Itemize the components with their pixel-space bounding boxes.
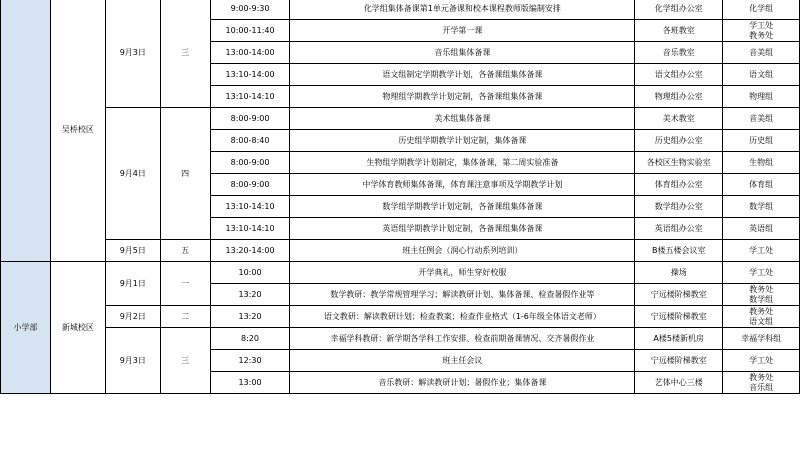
time-cell: 8:00-9:00 bbox=[210, 108, 290, 130]
dept-cell: 生物组 bbox=[723, 152, 800, 174]
content-cell: 班主任会议 bbox=[290, 350, 635, 372]
weekday-cell: 四 bbox=[160, 108, 210, 240]
date-cell: 9月3日 bbox=[105, 0, 160, 108]
dept-cell: 学工处 bbox=[723, 240, 800, 262]
place-cell: 宁远楼阶梯教室 bbox=[635, 350, 723, 372]
dept-cell: 学工处 bbox=[723, 262, 800, 284]
dept-cell: 学工处 教务处 bbox=[723, 20, 800, 42]
place-cell: 美术教室 bbox=[635, 108, 723, 130]
time-cell: 10:00-11:40 bbox=[210, 20, 290, 42]
place-cell: 历史组办公室 bbox=[635, 130, 723, 152]
dept-cell: 物理组 bbox=[723, 86, 800, 108]
content-cell: 美术组集体备课 bbox=[290, 108, 635, 130]
table-row bbox=[1, 262, 800, 284]
time-cell: 13:20 bbox=[210, 284, 290, 306]
content-cell: 化学组集体备课第1单元备课和校本课程教师版编制安排 bbox=[290, 0, 635, 20]
place-cell: B楼五楼会议室 bbox=[635, 240, 723, 262]
date-cell: 9月1日 bbox=[105, 262, 160, 306]
dept-cell: 幸福学科组 bbox=[723, 328, 800, 350]
dept-cell: 教务处 音乐组 bbox=[723, 372, 800, 394]
date-cell: 9月2日 bbox=[105, 306, 160, 328]
place-cell: 物理组办公室 bbox=[635, 86, 723, 108]
content-cell: 语文教研：解读教研计划；检查教案；检查作业格式（1-6年级全体语文老师） bbox=[290, 306, 635, 328]
table-row bbox=[1, 240, 800, 262]
dept-cell: 教务处 数学组 bbox=[723, 284, 800, 306]
weekday-cell: 三 bbox=[160, 0, 210, 108]
time-cell: 13:10-14:10 bbox=[210, 218, 290, 240]
place-cell: 宁远楼阶梯教室 bbox=[635, 306, 723, 328]
place-cell: 化学组办公室 bbox=[635, 0, 723, 20]
weekday-cell: 二 bbox=[160, 306, 210, 328]
time-cell: 13:00-14:00 bbox=[210, 42, 290, 64]
campus-cell: 新城校区 bbox=[50, 262, 105, 394]
time-cell: 12:30 bbox=[210, 350, 290, 372]
time-cell: 8:20 bbox=[210, 328, 290, 350]
division-cell bbox=[1, 0, 51, 262]
content-cell: 数学教研：教学常规管理学习；解读教研计划、集体备课、检查暑假作业等 bbox=[290, 284, 635, 306]
date-cell: 9月4日 bbox=[105, 108, 160, 240]
content-cell: 音乐教研：解读教研计划；暑假作业；集体备课 bbox=[290, 372, 635, 394]
division-cell: 小学部 bbox=[1, 262, 51, 394]
date-cell: 9月5日 bbox=[105, 240, 160, 262]
dept-cell: 音美组 bbox=[723, 42, 800, 64]
place-cell: 各班教室 bbox=[635, 20, 723, 42]
place-cell: 音乐教室 bbox=[635, 42, 723, 64]
place-cell: 各校区生物实验室 bbox=[635, 152, 723, 174]
time-cell: 8:00-9:00 bbox=[210, 152, 290, 174]
time-cell: 8:00-8:40 bbox=[210, 130, 290, 152]
time-cell: 9:00-9:30 bbox=[210, 0, 290, 20]
dept-cell: 英语组 bbox=[723, 218, 800, 240]
content-cell: 数学组学期教学计划定制，各备课组集体备课 bbox=[290, 196, 635, 218]
weekday-cell: 五 bbox=[160, 240, 210, 262]
time-cell: 13:20-14:00 bbox=[210, 240, 290, 262]
time-cell: 13:10-14:10 bbox=[210, 196, 290, 218]
content-cell: 历史组学期教学计划定制，集体备课 bbox=[290, 130, 635, 152]
dept-cell: 学工处 bbox=[723, 350, 800, 372]
schedule-body bbox=[1, 0, 800, 394]
place-cell: 艺体中心三楼 bbox=[635, 372, 723, 394]
weekday-cell: 一 bbox=[160, 262, 210, 306]
campus-cell: 吴桥校区 bbox=[50, 0, 105, 262]
place-cell: 语文组办公室 bbox=[635, 64, 723, 86]
dept-cell: 教务处 语文组 bbox=[723, 306, 800, 328]
time-cell: 8:00-9:00 bbox=[210, 174, 290, 196]
content-cell: 生物组学期教学计划制定，集体备课，第二周实验准备 bbox=[290, 152, 635, 174]
time-cell: 13:10-14:00 bbox=[210, 64, 290, 86]
time-cell: 10:00 bbox=[210, 262, 290, 284]
content-cell: 物理组学期教学计划定制，各备课组集体备课 bbox=[290, 86, 635, 108]
dept-cell: 化学组 bbox=[723, 0, 800, 20]
dept-cell: 音美组 bbox=[723, 108, 800, 130]
date-cell: 9月3日 bbox=[105, 328, 160, 394]
place-cell: 宁远楼阶梯教室 bbox=[635, 284, 723, 306]
content-cell: 英语组学期教学计划定制，各备课组集体备课 bbox=[290, 218, 635, 240]
weekday-cell: 三 bbox=[160, 328, 210, 394]
table-row bbox=[1, 108, 800, 130]
content-cell: 班主任例会（润心行动系列培训） bbox=[290, 240, 635, 262]
time-cell: 13:10-14:10 bbox=[210, 86, 290, 108]
table-row bbox=[1, 306, 800, 328]
content-cell: 音乐组集体备课 bbox=[290, 42, 635, 64]
content-cell: 幸福学科教研：新学期各学科工作安排、检查前期备课情况、交齐暑假作业 bbox=[290, 328, 635, 350]
content-cell: 开学第一课 bbox=[290, 20, 635, 42]
place-cell: 英语组办公室 bbox=[635, 218, 723, 240]
content-cell: 中学体育教师集体备课，体育课注意事项及学期教学计划 bbox=[290, 174, 635, 196]
dept-cell: 体育组 bbox=[723, 174, 800, 196]
time-cell: 13:20 bbox=[210, 306, 290, 328]
table-row bbox=[1, 0, 800, 20]
table-row bbox=[1, 328, 800, 350]
time-cell: 13:00 bbox=[210, 372, 290, 394]
place-cell: 数学组办公室 bbox=[635, 196, 723, 218]
place-cell: 体育组办公室 bbox=[635, 174, 723, 196]
content-cell: 语文组制定学期教学计划，各备课组集体备课 bbox=[290, 64, 635, 86]
dept-cell: 语文组 bbox=[723, 64, 800, 86]
place-cell: A楼5楼新机房 bbox=[635, 328, 723, 350]
dept-cell: 历史组 bbox=[723, 130, 800, 152]
content-cell: 开学典礼，师生穿好校服 bbox=[290, 262, 635, 284]
dept-cell: 数学组 bbox=[723, 196, 800, 218]
place-cell: 操场 bbox=[635, 262, 723, 284]
